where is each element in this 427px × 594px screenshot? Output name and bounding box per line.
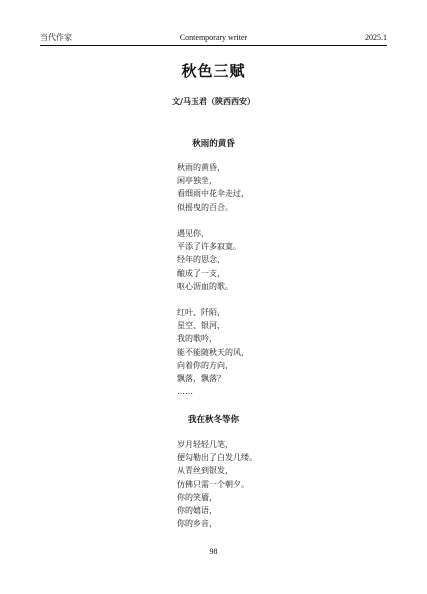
poem-line: 从青丝到银发， [177, 466, 233, 476]
poem-line: 酿成了一支， [177, 268, 225, 278]
stanza [177, 438, 257, 530]
poem-line: 便勾勒出了白发几缕。 [177, 453, 257, 463]
stanza [177, 161, 249, 214]
poem-line: 平添了许多寂寞。 [177, 242, 241, 252]
poem-line: 飘落，飘落？ [177, 374, 225, 384]
poem-line: 仿佛只需一个朝夕。 [177, 479, 249, 489]
poem-line: 红叶、阡陌， [177, 308, 225, 317]
poem-line: 岁月轻轻几笔， [177, 440, 233, 449]
poem-line: 你的乡音， [177, 519, 217, 529]
poem-line: 遇见你， [177, 229, 209, 238]
poem-line: …… [177, 387, 193, 397]
poem-line: 你的嬉语， [177, 506, 217, 516]
page-number: 98 [209, 547, 218, 556]
poem-line: 向着你的方向， [177, 360, 233, 370]
issue-number: 2025.1 [365, 33, 387, 42]
running-header [40, 32, 387, 44]
journal-name-english: Contemporary writer [179, 33, 248, 42]
poem-line: 能不能随秋天的风， [177, 347, 249, 357]
poem-line: 看细雨中花伞走过， [177, 189, 249, 199]
poem-line: 经年的思念， [177, 255, 225, 265]
poem-line: 你的笑靥， [177, 492, 217, 502]
author-byline: 文/马玉君（陕西西安） [172, 96, 255, 106]
stanza [177, 227, 241, 293]
article-title: 秋色三赋 [181, 62, 246, 80]
journal-name: 当代作家 [40, 33, 72, 42]
poem-line: 星空、银河， [177, 321, 225, 331]
poem-line: 似摇曳的百合。 [177, 202, 233, 212]
header-divider [40, 45, 387, 46]
stanza [177, 306, 249, 398]
poem-line: 呕心沥血的歌。 [177, 281, 233, 291]
poem-line: 我的歌吟， [177, 334, 217, 344]
poem-line: 闲亭独坐， [177, 176, 217, 186]
section-title: 我在秋冬等你 [187, 415, 239, 425]
section-title: 秋雨的黄昏 [192, 139, 235, 149]
poem-line: 秋雨的黄昏， [177, 163, 225, 172]
